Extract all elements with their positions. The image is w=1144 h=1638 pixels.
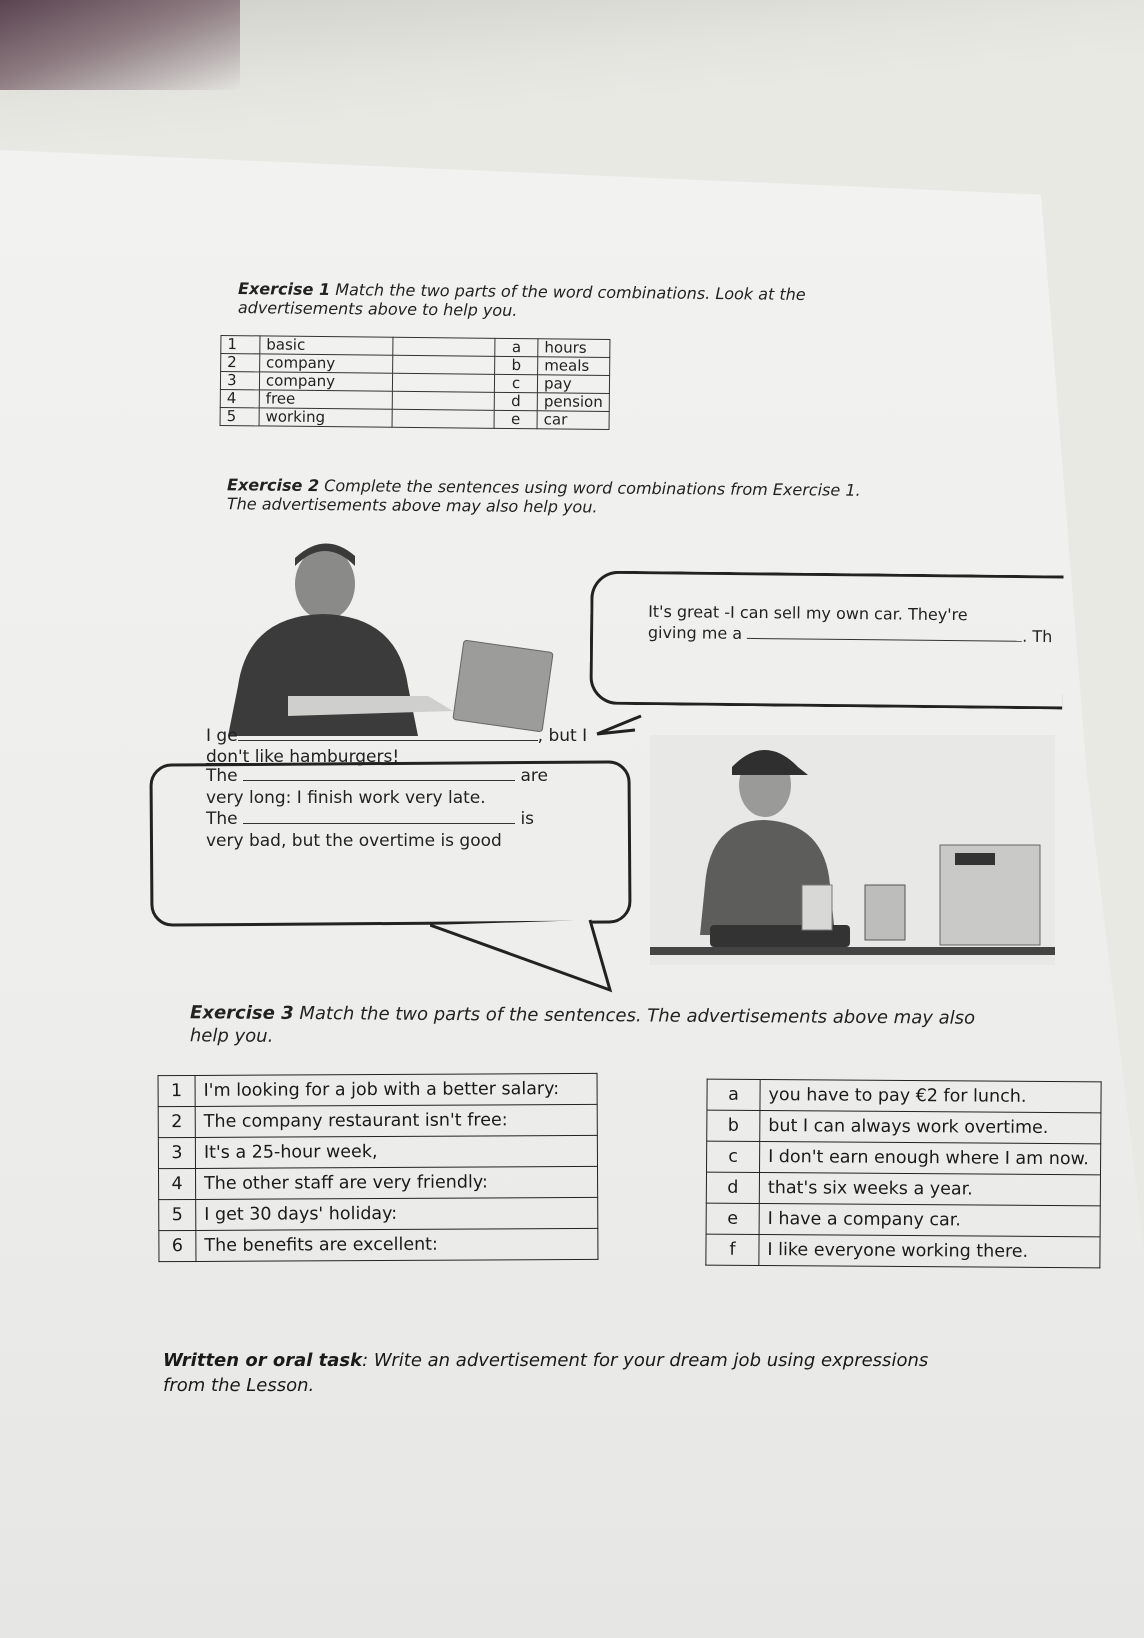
exercise3-letter: d [706,1172,759,1203]
exercise3-instruction: Match the two parts of the sentences. The advertisements above may also [299,1003,976,1029]
exercise1-letter: b [495,356,538,374]
exercise2-label: Exercise 2 [227,475,320,496]
exercise1-number: 5 [220,407,259,425]
exercise1-match: car [537,411,609,430]
exercise3-right-row [706,1172,1100,1206]
exercise3-left-row [158,1104,597,1137]
car-sentence-line2b: . Th [1022,626,1053,647]
exercise3-letter: b [707,1110,760,1141]
exercise3-number: 2 [158,1106,195,1137]
pay-is: is [520,809,535,829]
exercise1-number: 1 [221,335,260,353]
exercise3-sentence-end: but I can always work overtime. [760,1110,1101,1143]
exercise1-answer-cell[interactable] [392,337,495,356]
written-task [163,1348,928,1398]
exercise2-instruction: Complete the sentences using word combinations from Exercise 1. [324,476,861,500]
exercise3-number: 6 [159,1230,196,1261]
exercise3-letter: f [706,1234,759,1265]
exercise3-right-row [707,1079,1101,1113]
exercise1-match: pension [537,393,609,412]
exercise3-label: Exercise 3 [190,1002,294,1024]
exercise1-row [220,407,609,429]
exercise1-answer-cell[interactable] [392,355,495,374]
exercise3-sentence-start: It's a 25-hour week, [195,1135,597,1168]
pay-line4: very bad, but the overtime is good [206,830,502,851]
caption-part-a: I ge [206,726,238,746]
exercise3-sentence-end: you have to pay €2 for lunch. [760,1079,1101,1112]
caption-blank[interactable] [238,740,538,741]
pay-blank[interactable] [243,823,515,824]
exercise1-letter: c [495,374,538,392]
caption-part-b: , but I [537,726,588,746]
exercise3-left-table [158,1073,599,1262]
exercise3-right-row [707,1110,1101,1144]
exercise1-answer-cell[interactable] [392,373,495,392]
exercise3-left-row [158,1073,597,1106]
written-task-text-2: from the Lesson. [163,1375,315,1396]
exercise3-left-row [159,1166,598,1199]
exercise1-letter: d [494,392,537,410]
fast-food-worker-photo [650,735,1055,965]
exercise3-instruction-2: help you. [189,1025,274,1047]
exercise1-answer-cell[interactable] [392,409,495,428]
exercise3-letter: e [706,1203,759,1234]
exercise3-sentence-end: I like everyone working there. [759,1234,1100,1267]
exercise3-sentence-start: The benefits are excellent: [196,1228,598,1261]
exercise3-number: 4 [159,1168,196,1199]
exercise3-right-table [705,1079,1101,1269]
exercise1-answer-cell[interactable] [392,391,495,410]
exercise1-match: meals [538,357,610,376]
exercise3-number: 1 [158,1075,195,1106]
exercise1-word: working [259,408,392,427]
exercise1-number: 3 [220,371,259,389]
exercise2-instruction-2: The advertisements above may also help you. [226,494,598,517]
exercise1-instruction-2: advertisements above to help you. [237,298,518,320]
exercise3-title [190,1001,975,1052]
exercise3-sentence-start: The company restaurant isn't free: [195,1104,597,1137]
car-sentence-blank[interactable] [747,638,1022,642]
exercise1-instruction: Match the two parts of the word combinations. Look at the [335,280,806,304]
exercise1-word: free [259,390,392,409]
exercise3-sentence-start: I get 30 days' holiday: [196,1197,598,1230]
exercise3-right-row [707,1141,1101,1175]
hours-line2: very long: I finish work very late. [206,787,486,808]
exercise1-table [220,335,611,430]
exercise1-title [238,279,806,323]
speech-bubble-car-text [648,601,1053,647]
exercise1-word: basic [260,336,393,355]
exercise3-sentence-start: The other staff are very friendly: [196,1166,598,1199]
bubble-tail-car [595,712,645,740]
exercise2-title [227,475,861,519]
exercise3-left-row [159,1197,598,1230]
car-sentence-line2a: giving me a [647,622,743,643]
exercise1-letter: e [494,410,537,428]
written-task-text: : Write an advertisement for your dream job using expressions [362,1350,929,1371]
exercise3-left-row [158,1135,597,1168]
exercise3-letter: c [707,1141,760,1172]
exercise1-match: pay [537,375,609,394]
exercise3-sentence-end: that's six weeks a year. [759,1172,1100,1205]
exercise3-sentence-start: I'm looking for a job with a better salary: [195,1073,597,1106]
man-at-laptop-photo [228,536,558,746]
written-task-label: Written or oral task [163,1350,363,1371]
hours-blank[interactable] [243,780,515,781]
exercise3-sentence-end: I have a company car. [759,1203,1100,1236]
exercise1-word: company [259,372,392,391]
exercise1-label: Exercise 1 [238,279,331,299]
pay-the-2: The [206,809,238,829]
speech-bubble-hours-text [206,766,548,852]
hours-are: are [520,766,548,786]
exercise3-number: 5 [159,1199,196,1230]
exercise3-number: 3 [158,1137,195,1168]
exercise1-number: 2 [221,353,260,371]
exercise3-sentence-end: I don't earn enough where I am now. [760,1141,1101,1174]
exercise3-right-row [706,1234,1100,1268]
exercise1-letter: a [495,338,538,356]
bubble-tail-hours [430,905,630,995]
exercise1-word: company [260,354,393,373]
exercise3-left-row [159,1228,598,1261]
car-sentence-line1: It's great -I can sell my own car. They're [648,601,968,625]
hours-the-1: The [206,766,238,786]
exercise3-right-row [706,1203,1100,1237]
exercise1-number: 4 [220,389,259,407]
exercise1-match: hours [538,339,610,358]
exercise3-letter: a [707,1079,760,1110]
caption-part-c: don't like hamburgers! [206,747,400,767]
